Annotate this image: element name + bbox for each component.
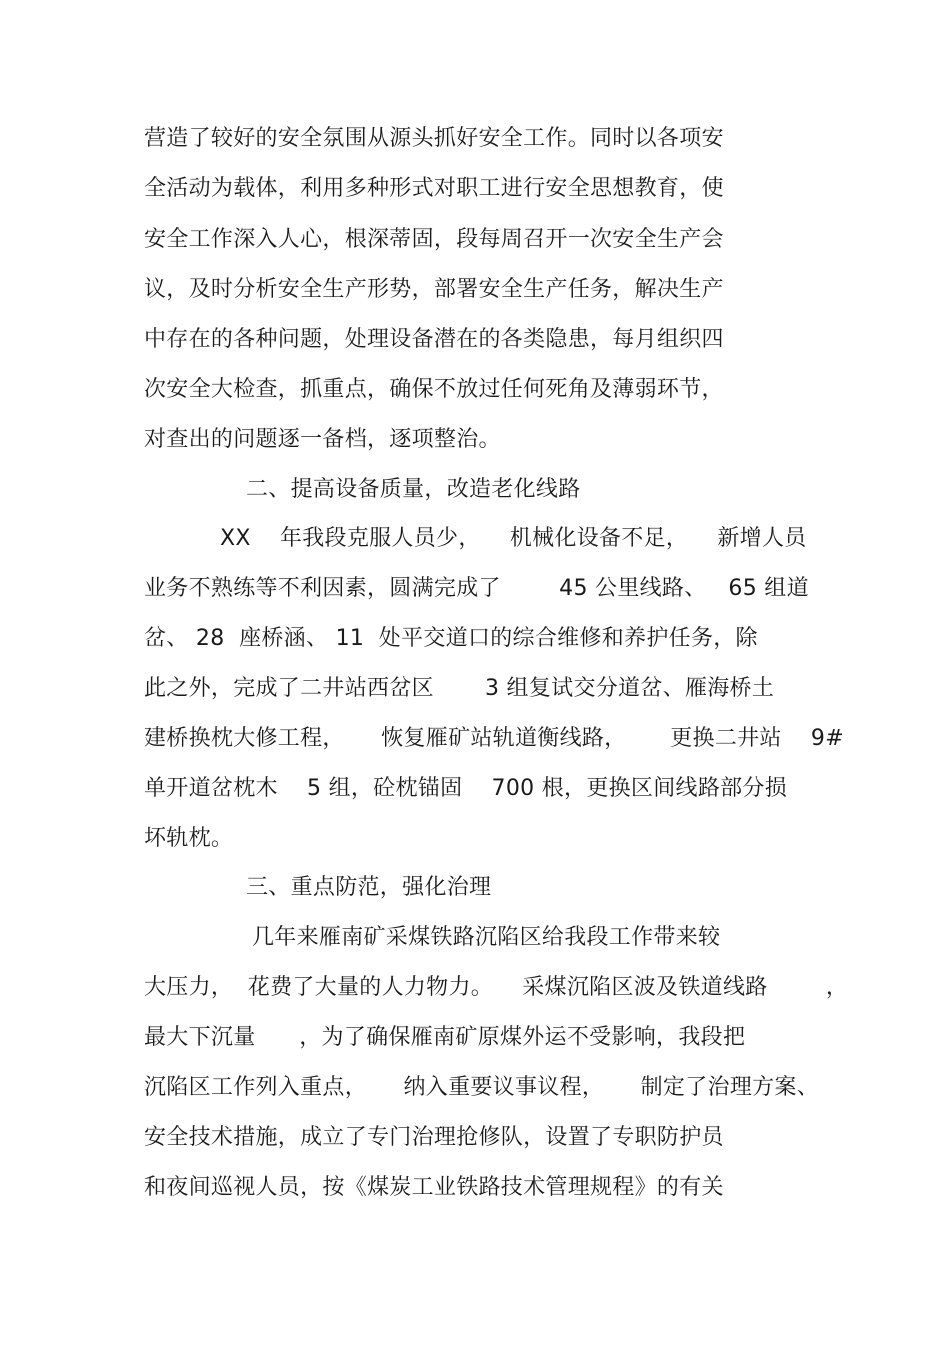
text-line: 全活动为载体，利用多种形式对职工进行安全思想教育，使 bbox=[144, 176, 724, 201]
text-line: 大压力， 花费了大量的人力物力。 采煤沉陷区波及铁道线路 ， bbox=[144, 975, 849, 1000]
text-line: 安全工作深入人心，根深蒂固，段每周召开一次安全生产会 bbox=[144, 227, 724, 252]
text-line: 单开道岔枕木 5 组，砼枕锚固 700 根，更换区间线路部分损 bbox=[144, 776, 788, 801]
text-line: 几年来雁南矿采煤铁路沉陷区给我段工作带来较 bbox=[252, 925, 721, 950]
text-line: 和夜间巡视人员，按《煤炭工业铁路技术管理规程》的有关 bbox=[144, 1175, 724, 1200]
text-line: 此之外，完成了二井站西岔区 3 组复试交分道岔、雁海桥土 bbox=[144, 676, 775, 701]
text-line: 议，及时分析安全生产形势，部署安全生产任务，解决生产 bbox=[144, 277, 724, 302]
section-heading: 三、重点防范，强化治理 bbox=[246, 875, 492, 900]
text-line: 营造了较好的安全氛围从源头抓好安全工作。同时以各项安 bbox=[144, 126, 724, 151]
text-line: 中存在的各种问题，处理设备潜在的各类隐患，每月组织四 bbox=[144, 327, 724, 352]
text-line: 坏轨枕。 bbox=[144, 826, 234, 851]
text-line: XX 年我段克服人员少， 机械化设备不足， 新增人员 bbox=[220, 526, 807, 551]
text-line: 对查出的问题逐一备档，逐项整治。 bbox=[144, 427, 501, 452]
text-line: 沉陷区工作列入重点， 纳入重要议事议程， 制定了治理方案、 bbox=[144, 1075, 820, 1100]
text-line: 最大下沉量 ，为了确保雁南矿原煤外运不受影响，我段把 bbox=[144, 1025, 746, 1050]
text-line: 安全技术措施，成立了专门治理抢修队，设置了专职防护员 bbox=[144, 1125, 724, 1150]
text-line: 业务不熟练等不利因素，圆满完成了 45 公里线路、 65 组道 bbox=[144, 576, 809, 601]
text-line: 次安全大检查，抓重点，确保不放过任何死角及薄弱环节， bbox=[144, 377, 724, 402]
text-line: 岔、 28 座桥涵、 11 处平交道口的综合维修和养护任务，除 bbox=[144, 626, 758, 651]
text-line: 建桥换枕大修工程， 恢复雁矿站轨道衡线路， 更换二井站 9# bbox=[144, 726, 844, 751]
section-heading: 二、提高设备质量，改造老化线路 bbox=[246, 477, 581, 502]
